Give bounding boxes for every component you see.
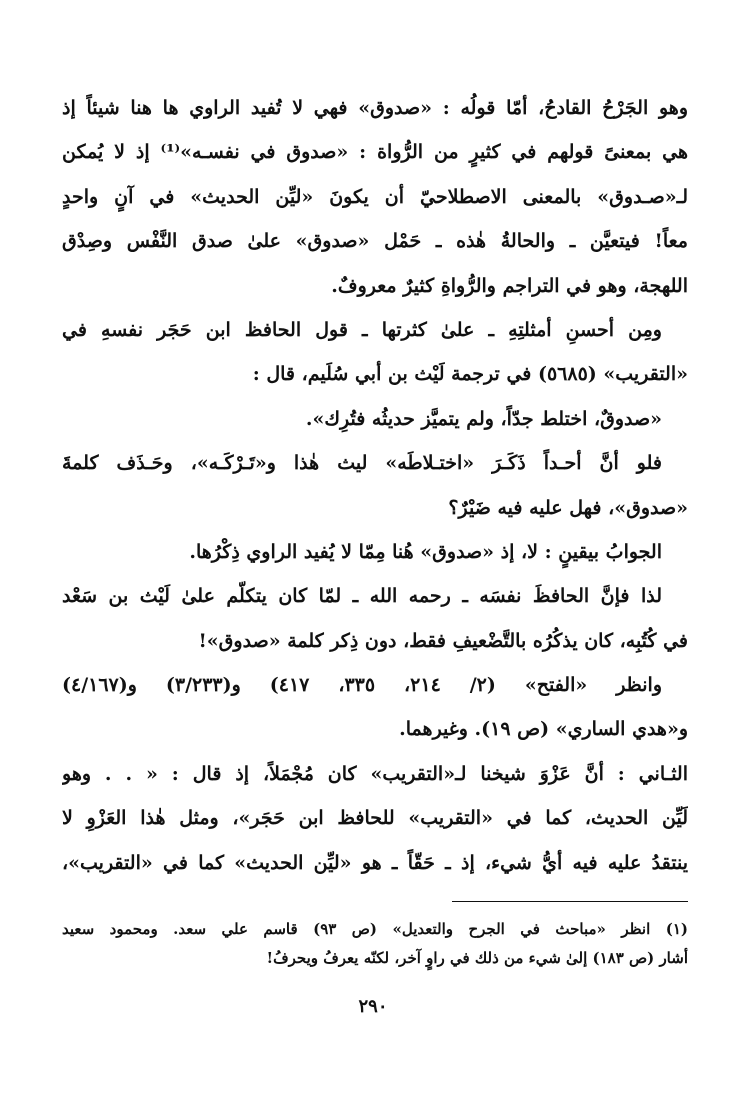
text-line: وانظر «الفتح» (٢/ ٢١٤، ٣٣٥، ٤١٧) و(٣/٢٣٣) و(٤/١٦٧) bbox=[62, 674, 663, 697]
text-line: فلو أنَّ أحـداً ذَكَـرَ «اختـلاطَه» ليث هٰذا و«تَـرْكَـه»، وحَـذَف كلمةَ bbox=[62, 452, 662, 475]
text-line: «صدوقٌ، اختلط جدّاً، ولم يتميَّز حديثُه فتُرِك». bbox=[305, 407, 662, 430]
text-line: الثـاني : أنَّ عَزْوَ شيخنا لـ«التقريب» كان مُجْمَلاً، إذ قال : « . . وهو bbox=[62, 762, 688, 785]
text-line: اللهجة، وهو في التراجم والرُّواةِ كثيرٌ معروفٌ. bbox=[331, 274, 688, 297]
text-line: وهو الجَرْحُ القادحُ، أمّا قولُه : «صدوق» فهي لا تُفيد الراوي ها هنا شيئاً إذ bbox=[62, 97, 688, 119]
text-line: لذا فإنَّ الحافظَ نفسَه ـ رحمه الله ـ لمّا كان يتكلّم علىٰ لَيْث بن سَعْد bbox=[62, 585, 662, 608]
text-line: معاً! فيتعيَّن ـ والحالةُ هٰذه ـ حَمْل «صدوق» علىٰ صدق النَّفْس وصِدْق bbox=[62, 230, 688, 253]
text-line: و«هدي الساري» (ص ١٩). وغيرهما. bbox=[399, 718, 688, 741]
text-line: ينتقدُ عليه فيه أيُّ شيء، إذ ـ حَقّاً ـ هو «ليِّن الحديث» كما في «التقريب»، bbox=[62, 851, 688, 874]
text-line: «التقريب» (٥٦٨٥) في ترجمة لَيْث بن أبي سُلَيم، قال : bbox=[252, 363, 688, 386]
page-number: ٢٩٠ bbox=[358, 996, 388, 1017]
footnote-line: أشار (ص ١٨٣) إلىٰ شيء من ذلك في راوٍ آخر، لكنّه يعرفُ ويحرفُ! bbox=[266, 949, 688, 967]
text-line: ومِن أحسنِ أمثلتِهِ ـ علىٰ كثرتها ـ قول الحافظ ابن حَجَر نفسهِ في bbox=[62, 318, 662, 341]
footnote-separator bbox=[452, 901, 688, 902]
text-line: لَيِّن الحديث، كما في «التقريب» للحافظ ابن حَجَر»، ومثل هٰذا العَزْوِ لا bbox=[62, 807, 688, 830]
footnote-line: (١) انظر «مباحث في الجرح والتعديل» (ص ٩٣) قاسم علي سعد. ومحمود سعيد bbox=[62, 920, 688, 938]
text-line: «صدوق»، فهل عليه فيه ضَيْرٌ؟ bbox=[448, 496, 688, 519]
text-line: الجوابُ بيقينٍ : لا، إذ «صدوق» هُنا مِمّا لا يُفيد الراوي ذِكْرُها. bbox=[189, 540, 662, 563]
text-line: هي بمعنىً قولهم في كثيرٍ من الرُّواة : «صدوق في نفسـه»⁽¹⁾ إذ لا يُمكن bbox=[62, 141, 688, 164]
text-line: لـ«صـدوق» بالمعنى الاصطلاحيّ أن يكونَ «ليِّن الحديث» في آنٍ واحدٍ bbox=[62, 185, 688, 208]
main-text bbox=[62, 86, 688, 885]
footnote bbox=[62, 915, 688, 973]
text-line: في كُتُبِه، كان يذكُرُه بالتَّضْعيفِ فقط، دون ذِكر كلمة «صدوق»! bbox=[198, 629, 688, 652]
